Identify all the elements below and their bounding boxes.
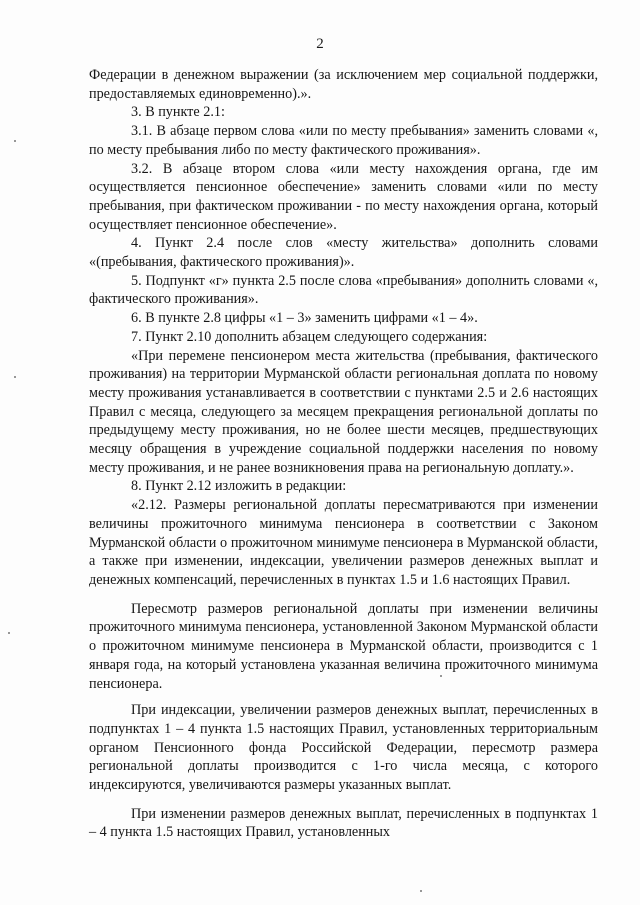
paragraph-item-3-2: 3.2. В абзаце втором слова «или месту нахождения органа, где им осуществляется пенсионное обеспечение» заменить словами «или по месту пребывания, при фактическом проживании - по месту нахождения органа, который осуществляет пенсионное обеспечение». — [89, 160, 598, 233]
paragraph-continuation: Федерации в денежном выражении (за исключением мер социальной поддержки, предоставляемых единовременно).». — [89, 67, 598, 102]
page-number: 2 — [316, 36, 324, 52]
paragraph-item-3-1: 3.1. В абзаце первом слова «или по месту пребывания» заменить словами «, по месту пребывания либо по месту фактического проживания». — [89, 123, 598, 158]
paragraph-item-7: 7. Пункт 2.10 дополнить абзацем следующего содержания: — [131, 328, 488, 345]
scan-speck — [14, 140, 16, 142]
paragraph-revision-minimum: Пересмотр размеров региональной доплаты при изменении величины прожиточного минимума пенсионера, установленной Законом Мурманской области о прожиточном минимуме пенсионера в Мурманской области, производится с 1 января года, на который установлена указанная величина прожиточного минимума пенсионера. — [89, 600, 598, 692]
paragraph-quote-2-10: «При перемене пенсионером места жительства (пребывания, фактического проживания) на территории Мурманской области региональная доплата по новому месту проживания устанавливается в соответствии с пунктами 2.5 и 2.6 настоящих Правил с месяца, следующего за месяцем прекращения региональной доплаты по предыдущему месту проживания, но не более шести месяцев, предшествующих месяцу обращения в учреждение социальной поддержки населения по новому месту проживания, и не ранее возникновения права на региональную доплату.». — [89, 347, 598, 476]
paragraph-item-6: 6. В пункте 2.8 цифры «1 – 3» заменить цифрами «1 – 4». — [131, 310, 478, 327]
paragraph-item-5: 5. Подпункт «г» пункта 2.5 после слова «пребывания» дополнить словами «, фактического проживания». — [89, 272, 598, 308]
scan-speck — [440, 675, 442, 677]
scan-speck — [420, 890, 422, 892]
scan-speck — [14, 376, 16, 378]
paragraph-item-8: 8. Пункт 2.12 изложить в редакции: — [131, 478, 347, 495]
paragraph-revision-indexation: При индексации, увеличении размеров денежных выплат, перечисленных в подпунктах 1 – 4 пункта 1.5 настоящих Правил, установленных территориальным органом Пенсионного фонда Российской Федерации, пересмотр размера региональной доплаты производится с 1-го числа месяца, с которого индексируются, увеличиваются размеры указанных выплат. — [89, 702, 598, 794]
paragraph-item-4: 4. Пункт 2.4 после слов «месту жительства» дополнить словами «(пребывания, фактического проживания)». — [89, 235, 598, 271]
paragraph-item-3: 3. В пункте 2.1: — [131, 104, 225, 121]
scan-speck — [8, 632, 10, 634]
document-body — [89, 66, 598, 842]
paragraph-quote-2-12: «2.12. Размеры региональной доплаты пересматриваются при изменении величины прожиточного минимума пенсионера в соответствии с Законом Мурманской области о прожиточном минимуме пенсионера в Мурманской области, а также при изменении, индексации, увеличении размеров денежных выплат и денежных компенсаций, перечисленных в пунктах 1.5 и 1.6 настоящих Правил. — [89, 497, 598, 588]
paragraph-revision-change: При изменении размеров денежных выплат, перечисленных в подпунктах 1 – 4 пункта 1.5 настоящих Правил, установленных — [89, 805, 598, 841]
